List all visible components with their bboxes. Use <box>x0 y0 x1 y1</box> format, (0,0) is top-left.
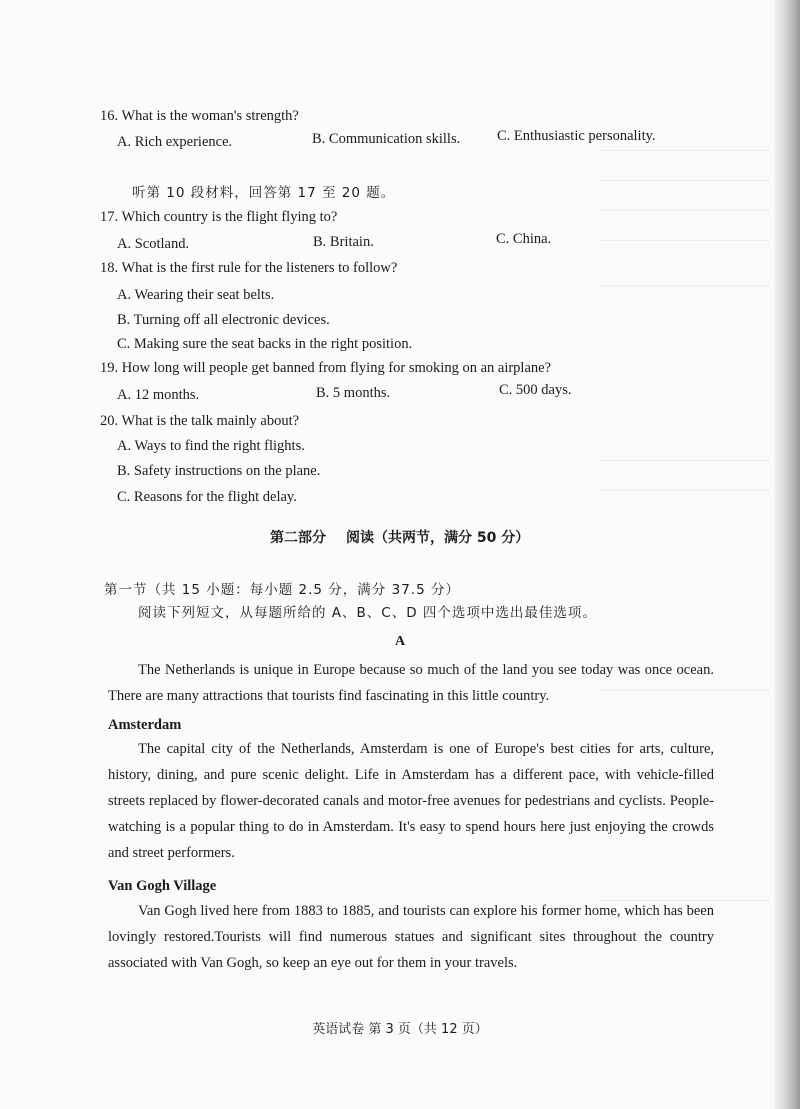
question-20: 20. What is the talk mainly about? <box>100 413 300 429</box>
part-two-heading <box>270 527 529 547</box>
show-through-line <box>600 285 770 286</box>
option-20a: A. Ways to find the right flights. <box>117 438 305 454</box>
show-through-line <box>600 460 770 461</box>
part-title: 阅读（共两节，满分 50 分） <box>346 530 530 546</box>
section-heading-van-gogh: Van Gogh Village <box>108 878 217 894</box>
option-17a: A. Scotland. <box>117 236 190 252</box>
section-heading-amsterdam: Amsterdam <box>108 717 182 733</box>
show-through-line <box>600 150 770 151</box>
part-label: 第二部分 <box>270 530 326 546</box>
page-edge-shadow <box>774 0 800 1109</box>
option-18b: B. Turning off all electronic devices. <box>117 312 330 328</box>
show-through-line <box>600 180 770 181</box>
show-through-line <box>600 490 770 491</box>
option-19c: C. 500 days. <box>499 382 572 398</box>
option-20b: B. Safety instructions on the plane. <box>117 463 321 479</box>
question-17: 17. Which country is the flight flying to? <box>100 209 338 225</box>
show-through-line <box>600 240 770 241</box>
option-17b: B. Britain. <box>313 234 374 250</box>
paragraph-amsterdam: The capital city of the Netherlands, Amsterdam is one of Europe's best cities for arts, culture, history, dining, and pure scenic delight. Life in Amsterdam has a different pace, with vehicle-filled streets replaced by flower-decorated canals and motor-free avenues for pedestrians and cyclists. People-watching is a popular thing to do in Amsterdam. It's easy to spend hours here just enjoying the crowds and street performers. <box>108 741 714 861</box>
option-16a: A. Rich experience. <box>117 134 233 150</box>
listening-instruction: 听第 10 段材料，回答第 17 至 20 题。 <box>132 185 396 201</box>
option-18a: A. Wearing their seat belts. <box>117 287 275 303</box>
page-footer: 英语试卷 第 3 页（共 12 页） <box>312 1022 488 1037</box>
option-19a: A. 12 months. <box>117 387 200 403</box>
question-19: 19. How long will people get banned from flying for smoking on an airplane? <box>100 360 552 376</box>
option-19b: B. 5 months. <box>316 385 391 401</box>
show-through-line <box>600 210 770 211</box>
question-16: 16. What is the woman's strength? <box>100 108 299 124</box>
option-18c: C. Making sure the seat backs in the right position. <box>117 336 413 352</box>
reading-instruction: 阅读下列短文，从每题所给的 A、B、C、D 四个选项中选出最佳选项。 <box>138 605 597 621</box>
option-17c: C. China. <box>496 231 552 247</box>
passage-label: A <box>394 634 406 649</box>
section-one-heading: 第一节（共 15 小题：每小题 2.5 分，满分 37.5 分） <box>104 582 460 598</box>
option-16b: B. Communication skills. <box>312 131 461 147</box>
paragraph-van-gogh: Van Gogh lived here from 1883 to 1885, and tourists can explore his former home, which has been lovingly restored.Tourists will find numerous statues and significant sites throughout the country associated with Van Gogh, so keep an eye out for them in your travels. <box>108 903 714 971</box>
option-16c: C. Enthusiastic personality. <box>497 128 656 144</box>
question-18: 18. What is the first rule for the listeners to follow? <box>100 260 398 276</box>
passage-intro: The Netherlands is unique in Europe because so much of the land you see today was once ocean. There are many attractions that tourists find fascinating in this little country. <box>108 662 714 704</box>
option-20c: C. Reasons for the flight delay. <box>117 489 297 505</box>
